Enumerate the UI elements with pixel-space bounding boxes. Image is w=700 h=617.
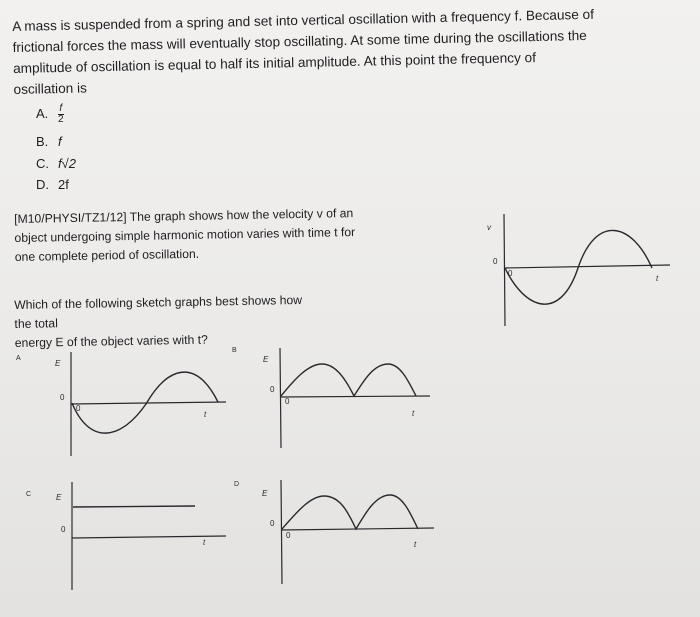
choice-c-constant-line — [73, 506, 195, 507]
choice-c-origin-left: 0 — [61, 525, 66, 534]
velocity-graph-y-axis — [504, 214, 505, 326]
choice-b-graph — [232, 347, 430, 448]
choice-b-letter: B — [232, 347, 237, 354]
choice-d-origin-left: 0 — [270, 519, 275, 528]
choice-b-y-label: E — [263, 355, 269, 364]
choice-b-curve — [281, 364, 416, 396]
choice-a-graph — [16, 352, 226, 456]
choice-b-x-label: t — [412, 409, 415, 418]
choice-b-y-axis — [280, 348, 281, 448]
q1-line-2: frictional forces the mass will eventually stop oscillating. At some time during the oscillations the — [12, 27, 587, 55]
q1-option-b-text: f — [58, 134, 62, 149]
choice-a-origin-corner: 0 — [76, 404, 81, 413]
choice-a-x-axis — [71, 402, 226, 404]
choice-c-letter: C — [26, 491, 32, 498]
velocity-y-label: v — [487, 223, 491, 232]
choice-d-x-label: t — [414, 540, 417, 549]
choice-d-curve — [282, 495, 418, 529]
choice-b-origin-corner: 0 — [285, 397, 290, 406]
velocity-graph — [487, 214, 670, 326]
q1-option-d-letter: D. — [36, 177, 49, 192]
choice-d-x-axis — [281, 528, 434, 530]
choice-d-letter: D — [234, 481, 240, 488]
q1-option-d-text: 2f — [58, 177, 69, 192]
velocity-graph-x-axis — [504, 265, 670, 268]
velocity-origin-left: 0 — [493, 257, 498, 266]
q1-option-c-text: f√2 — [58, 156, 76, 171]
q1-option-a-numerator: f — [59, 103, 63, 114]
q2-prompt-line-2: energy E of the object varies with t? — [14, 332, 208, 350]
q1-option-b-letter: B. — [36, 134, 49, 149]
choice-a-letter: A — [16, 355, 21, 362]
velocity-x-label: t — [656, 274, 659, 283]
q2-prompt-line-1: Which of the following sketch graphs best shows how the total — [14, 292, 303, 331]
q1-option-a-letter: A. — [36, 105, 49, 121]
q2-line-3: one complete period of oscillation. — [14, 246, 200, 264]
choice-c-graph — [26, 482, 226, 590]
q1-line-3: amplitude of oscillation is equal to half its initial amplitude. At this point the frequency of — [12, 50, 537, 76]
choice-d-y-axis — [281, 480, 282, 584]
choice-d-origin-corner: 0 — [286, 531, 291, 540]
choice-a-x-label: t — [204, 410, 207, 419]
choice-b-origin-left: 0 — [270, 385, 275, 394]
choice-a-y-label: E — [55, 359, 61, 368]
velocity-origin-corner: 0 — [508, 269, 513, 278]
q1-line-4: oscillation is — [13, 80, 87, 97]
q2-line-2: object undergoing simple harmonic motion varies with time t for — [14, 225, 356, 245]
q1-option-a-denominator: 2 — [58, 114, 64, 125]
choice-d-graph — [234, 480, 434, 584]
choice-a-origin-left: 0 — [60, 393, 65, 402]
q1-line-1: A mass is suspended from a spring and set into vertical oscillation with a frequency f. Because of — [12, 6, 595, 34]
choice-c-y-label: E — [56, 493, 62, 502]
choice-b-x-axis — [280, 396, 430, 397]
q2-line-1: [M10/PHYSI/TZ1/12] The graph shows how the velocity v of an — [14, 206, 354, 226]
choice-d-y-label: E — [262, 489, 268, 498]
q1-option-c-letter: C. — [36, 156, 49, 171]
choice-c-x-label: t — [203, 538, 206, 547]
